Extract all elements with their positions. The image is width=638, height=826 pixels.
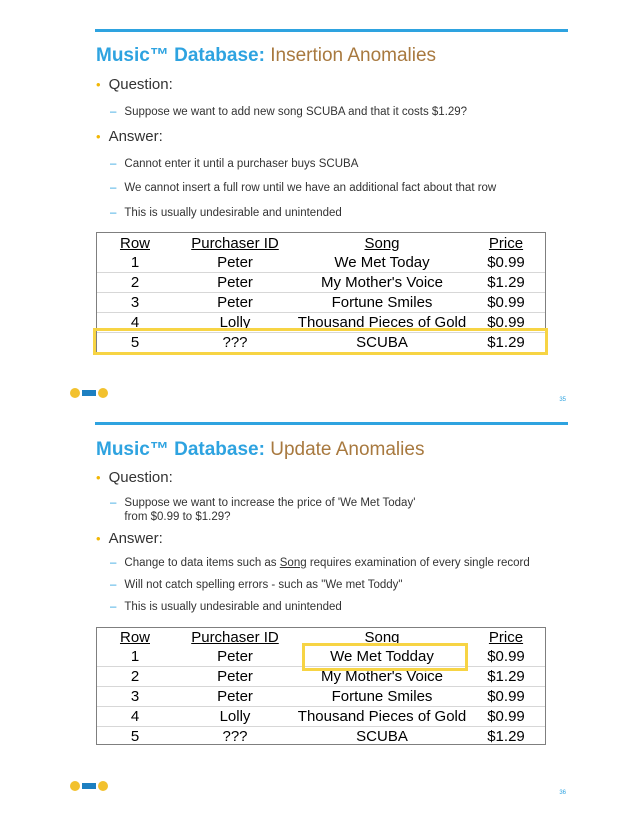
cell-row: 3 <box>130 688 140 705</box>
title-rule <box>95 422 568 425</box>
cell-song: My Mother's Voice <box>320 274 444 291</box>
answer-item <box>110 206 342 220</box>
cell-price: $0.99 <box>487 314 525 331</box>
answer-text: Cannot enter it until a purchaser buys SCUBA <box>124 158 359 170</box>
cell-price: $0.99 <box>487 708 525 725</box>
bullet-dot-icon: • <box>96 470 101 485</box>
cell-purchaser: Peter <box>217 274 253 291</box>
answer-label: Answer: <box>108 128 163 145</box>
cell-price: $0.99 <box>487 254 525 271</box>
cell-row: 1 <box>130 648 140 665</box>
header-purchaser: Purchaser ID <box>191 629 279 646</box>
cell-row: 5 <box>130 334 140 351</box>
cell-purchaser: Peter <box>217 254 253 271</box>
cell-song: Thousand Pieces of Gold <box>297 708 467 725</box>
cell-song: Fortune Smiles <box>331 294 433 311</box>
cell-song: We Met Today <box>334 254 430 271</box>
slide-footer <box>553 397 566 403</box>
table-header-row <box>97 234 545 253</box>
table-row <box>97 273 545 293</box>
cell-song: Thousand Pieces of Gold <box>297 314 467 331</box>
table-row <box>97 727 545 747</box>
question-bullet <box>96 76 173 93</box>
question-label: Question: <box>108 469 173 486</box>
header-price: Price <box>488 235 524 252</box>
header-purchaser: Purchaser ID <box>191 235 279 252</box>
answer-text: This is usually undesirable and unintended <box>124 207 342 219</box>
answer-text-underlined: Song <box>279 557 307 569</box>
slide-title <box>96 439 424 461</box>
cell-purchaser: Peter <box>217 688 253 705</box>
cell-song: SCUBA <box>356 728 408 745</box>
answer-label: Answer: <box>108 530 163 547</box>
header-row: Row <box>119 629 150 646</box>
answer-item <box>110 181 496 195</box>
title-rule <box>95 29 568 32</box>
answer-item <box>110 600 342 614</box>
dash-icon: – <box>110 158 117 170</box>
dash-icon: – <box>110 579 117 591</box>
dash-icon: – <box>110 207 117 219</box>
page-number: 35 <box>559 397 566 403</box>
company-logo-icon <box>70 781 110 793</box>
answer-text-end: requires examination of every single record <box>309 557 530 569</box>
header-price: Price <box>488 629 524 646</box>
cell-highlight-box <box>302 643 468 671</box>
cell-purchaser: ??? <box>222 728 248 745</box>
table-row <box>97 687 545 707</box>
cell-row: 2 <box>130 668 140 685</box>
answer-text: We cannot insert a full row until we have an additional fact about that row <box>124 182 497 194</box>
title-sub: Insertion Anomalies <box>270 45 437 66</box>
cell-row: 1 <box>130 254 140 271</box>
dash-icon: – <box>110 182 117 194</box>
cell-song: Fortune Smiles <box>331 688 433 705</box>
slide-title <box>96 45 436 67</box>
question-item <box>110 496 415 524</box>
question-item <box>110 105 467 119</box>
title-main: Music™ Database: <box>96 439 265 460</box>
question-text-cont: from $0.99 to $1.29? <box>124 511 231 523</box>
dash-icon: – <box>110 601 117 613</box>
cell-song: SCUBA <box>356 334 408 351</box>
page-number: 36 <box>559 790 566 796</box>
cell-price: $0.99 <box>487 688 525 705</box>
cell-song: We Met Todday <box>330 648 434 665</box>
header-song: Song <box>364 629 400 646</box>
cell-row: 2 <box>130 274 140 291</box>
slide-update-anomalies <box>0 413 638 826</box>
cell-price: $1.29 <box>487 274 525 291</box>
answer-text: Will not catch spelling errors - such as "We met Toddy" <box>124 579 403 591</box>
cell-purchaser: Peter <box>217 668 253 685</box>
bullet-dot-icon: • <box>96 531 101 546</box>
question-text: Suppose we want to add new song SCUBA and that it costs $1.29? <box>124 106 468 118</box>
bullet-dot-icon: • <box>96 129 101 144</box>
table-row <box>97 293 545 313</box>
slide-footer <box>553 790 566 796</box>
cell-row: 4 <box>130 314 140 331</box>
cell-purchaser: Lolly <box>219 314 251 331</box>
title-main: Music™ Database: <box>96 45 265 66</box>
cell-purchaser: Lolly <box>219 708 251 725</box>
cell-price: $1.29 <box>487 728 525 745</box>
cell-purchaser: Peter <box>217 648 253 665</box>
answer-item <box>110 556 530 570</box>
answer-text: This is usually undesirable and unintended <box>124 601 342 613</box>
question-label: Question: <box>108 76 173 93</box>
question-bullet <box>96 469 173 486</box>
cell-price: $1.29 <box>487 668 525 685</box>
cell-price: $0.99 <box>487 648 525 665</box>
row-highlight-box <box>93 328 548 355</box>
cell-price: $0.99 <box>487 294 525 311</box>
dash-icon: – <box>110 557 117 569</box>
answer-bullet <box>96 128 163 145</box>
header-row: Row <box>119 235 150 252</box>
cell-row: 3 <box>130 294 140 311</box>
cell-row: 4 <box>130 708 140 725</box>
header-song: Song <box>364 235 400 252</box>
question-text: Suppose we want to increase the price of 'We Met Today' <box>124 497 416 509</box>
cell-price: $1.29 <box>487 334 525 351</box>
table-row <box>97 707 545 727</box>
bullet-dot-icon: • <box>96 77 101 92</box>
title-sub: Update Anomalies <box>270 439 425 460</box>
cell-purchaser: ??? <box>222 334 248 351</box>
answer-item <box>110 578 403 592</box>
answer-bullet <box>96 530 163 547</box>
dash-icon: – <box>110 106 117 118</box>
cell-row: 5 <box>130 728 140 745</box>
table-row <box>97 253 545 273</box>
answer-text: Change to data items such as <box>124 557 277 569</box>
cell-song: My Mother's Voice <box>320 668 444 685</box>
answer-item <box>110 157 358 171</box>
cell-purchaser: Peter <box>217 294 253 311</box>
dash-icon: – <box>110 497 117 509</box>
company-logo-icon <box>70 388 110 400</box>
